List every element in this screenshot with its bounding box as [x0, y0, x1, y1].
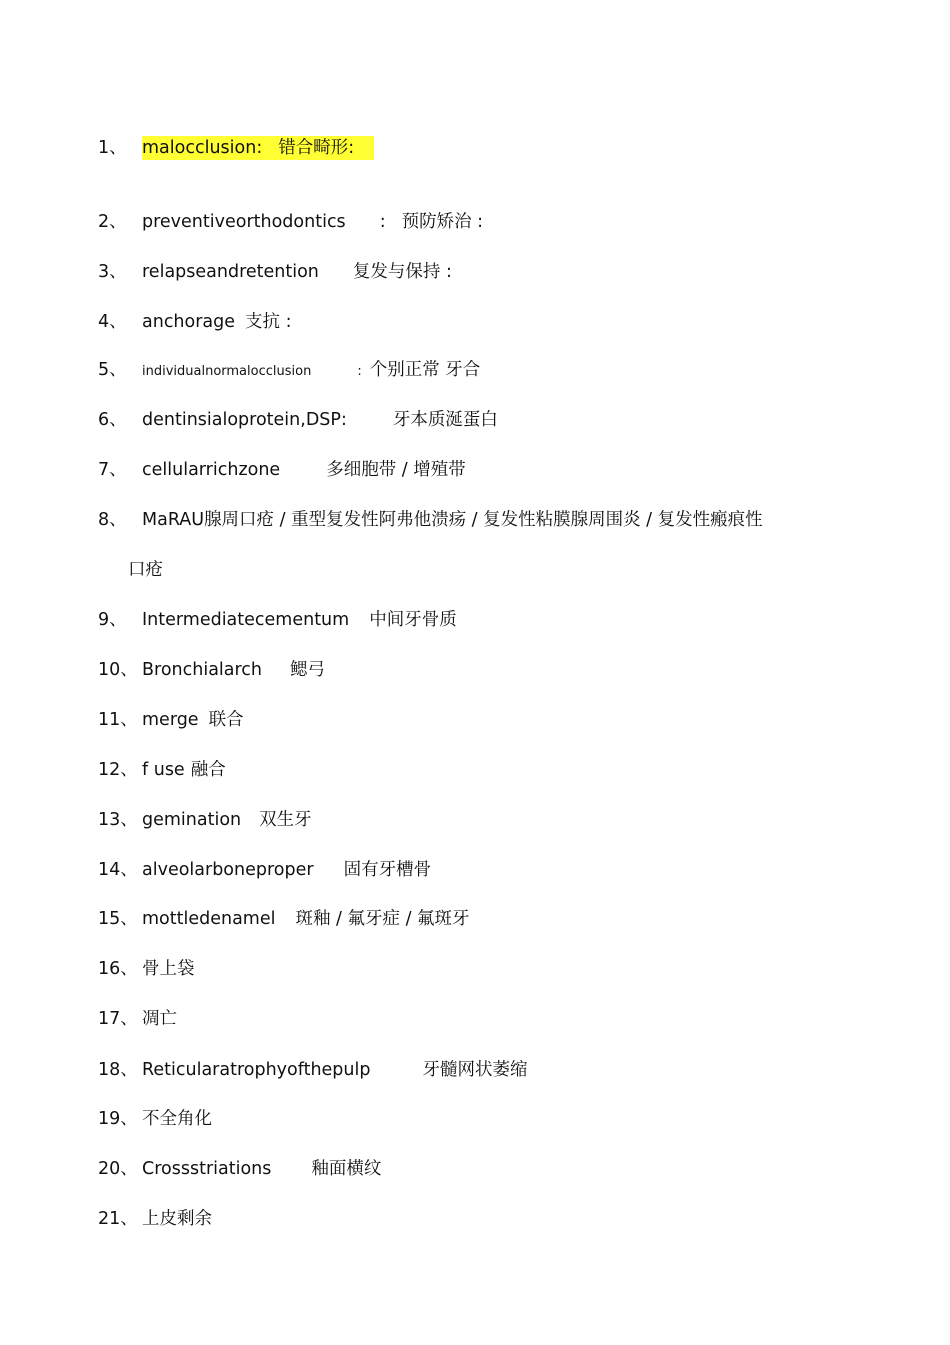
- list-item: [98, 608, 457, 632]
- item-term: malocclusion:: [142, 138, 263, 158]
- item-number: 9、: [98, 610, 127, 630]
- list-item: [98, 708, 244, 732]
- item-number: 3、: [98, 262, 127, 282]
- list-item: [98, 1207, 212, 1231]
- item-translation: 釉面横纹: [311, 1159, 382, 1179]
- list-item: [98, 210, 483, 234]
- item-term: dentinsialoprotein,DSP:: [142, 410, 347, 430]
- item-translation: 复发与保持 :: [352, 262, 452, 282]
- item-number: 12、: [98, 760, 138, 780]
- item-number: 19、: [98, 1109, 138, 1129]
- list-item: [98, 808, 312, 832]
- list-item: [98, 907, 470, 931]
- list-item: [98, 1157, 381, 1181]
- list-item: [98, 658, 325, 682]
- item-term: mottledenamel: [142, 909, 276, 929]
- item-term: f use: [142, 760, 185, 780]
- item-translation: 联合: [208, 710, 244, 730]
- list-item: [98, 310, 292, 334]
- item-translation: 预防矫治 :: [401, 212, 484, 232]
- list-item: [98, 408, 498, 432]
- item-number: 6、: [98, 410, 127, 430]
- item-translation: 鳃弓: [290, 660, 326, 680]
- item-number: 20、: [98, 1159, 138, 1179]
- item-translation: 斑釉 / 氟牙症 / 氟斑牙: [295, 909, 470, 929]
- highlighted-entry: [142, 136, 374, 160]
- item-translation: 凋亡: [142, 1009, 177, 1029]
- item-translation: 固有牙槽骨: [343, 860, 432, 880]
- item-term: MaRAU: [142, 510, 205, 530]
- item-number: 10、: [98, 660, 138, 680]
- item-separator: :: [379, 212, 386, 232]
- list-item: [98, 358, 480, 384]
- item-translation: 支抗 :: [245, 312, 292, 332]
- list-item: [98, 260, 452, 284]
- item-number: 2、: [98, 212, 127, 232]
- item-term: Bronchialarch: [142, 660, 263, 680]
- item-translation: 错合畸形:: [278, 138, 355, 158]
- item-translation: 中间牙骨质: [369, 610, 457, 630]
- item-term: anchorage: [142, 312, 236, 332]
- item-number: 13、: [98, 810, 138, 830]
- item-translation: 多细胞带 / 增殖带: [326, 460, 466, 480]
- item-number: 16、: [98, 959, 138, 979]
- item-term: relapseandretention: [142, 262, 319, 282]
- list-item: [98, 858, 431, 882]
- item-term: gemination: [142, 810, 242, 830]
- item-number: 8、: [98, 510, 127, 530]
- item-number: 15、: [98, 909, 138, 929]
- item-translation: 融合: [190, 760, 226, 780]
- item-term: preventiveorthodontics: [142, 212, 346, 232]
- item-number: 11、: [98, 710, 138, 730]
- item-translation: 牙本质涎蛋白: [392, 410, 498, 430]
- item-term: cellularrichzone: [142, 460, 281, 480]
- list-item: [98, 758, 226, 782]
- item-term: Crossstriations: [142, 1159, 272, 1179]
- item-translation: 腺周口疮 / 重型复发性阿弗他溃疡 / 复发性粘膜腺周围炎 / 复发性瘢痕性: [204, 510, 763, 530]
- list-item: [98, 508, 763, 532]
- item-translation: 双生牙: [259, 810, 312, 830]
- item-translation: 骨上袋: [142, 959, 195, 979]
- item-translation: 不全角化: [142, 1109, 212, 1129]
- item-translation: 个别正常 牙合: [369, 360, 481, 380]
- item-continuation: 口疮: [128, 560, 163, 580]
- item-number: 21、: [98, 1209, 138, 1229]
- item-number: 7、: [98, 460, 127, 480]
- list-item: [98, 957, 195, 981]
- list-item: [98, 1107, 212, 1131]
- item-term: Intermediatecementum: [142, 610, 350, 630]
- list-item: [98, 136, 374, 160]
- item-number: 18、: [98, 1060, 138, 1080]
- item-number: 1、: [98, 138, 127, 158]
- item-term: alveolarboneproper: [142, 860, 314, 880]
- item-translation: 上皮剩余: [142, 1209, 212, 1229]
- list-item: [98, 1058, 527, 1082]
- item-translation: 牙髓网状萎缩: [422, 1060, 528, 1080]
- item-number: 14、: [98, 860, 138, 880]
- item-number: 5、: [98, 360, 127, 380]
- item-separator: :: [357, 364, 362, 379]
- item-number: 17、: [98, 1009, 138, 1029]
- item-term: Reticularatrophyofthepulp: [142, 1060, 371, 1080]
- item-term: merge: [142, 710, 199, 730]
- list-item: [98, 1007, 177, 1031]
- list-item: [98, 458, 466, 482]
- item-number: 4、: [98, 312, 127, 332]
- item-term: individualnormalocclusion: [142, 364, 312, 379]
